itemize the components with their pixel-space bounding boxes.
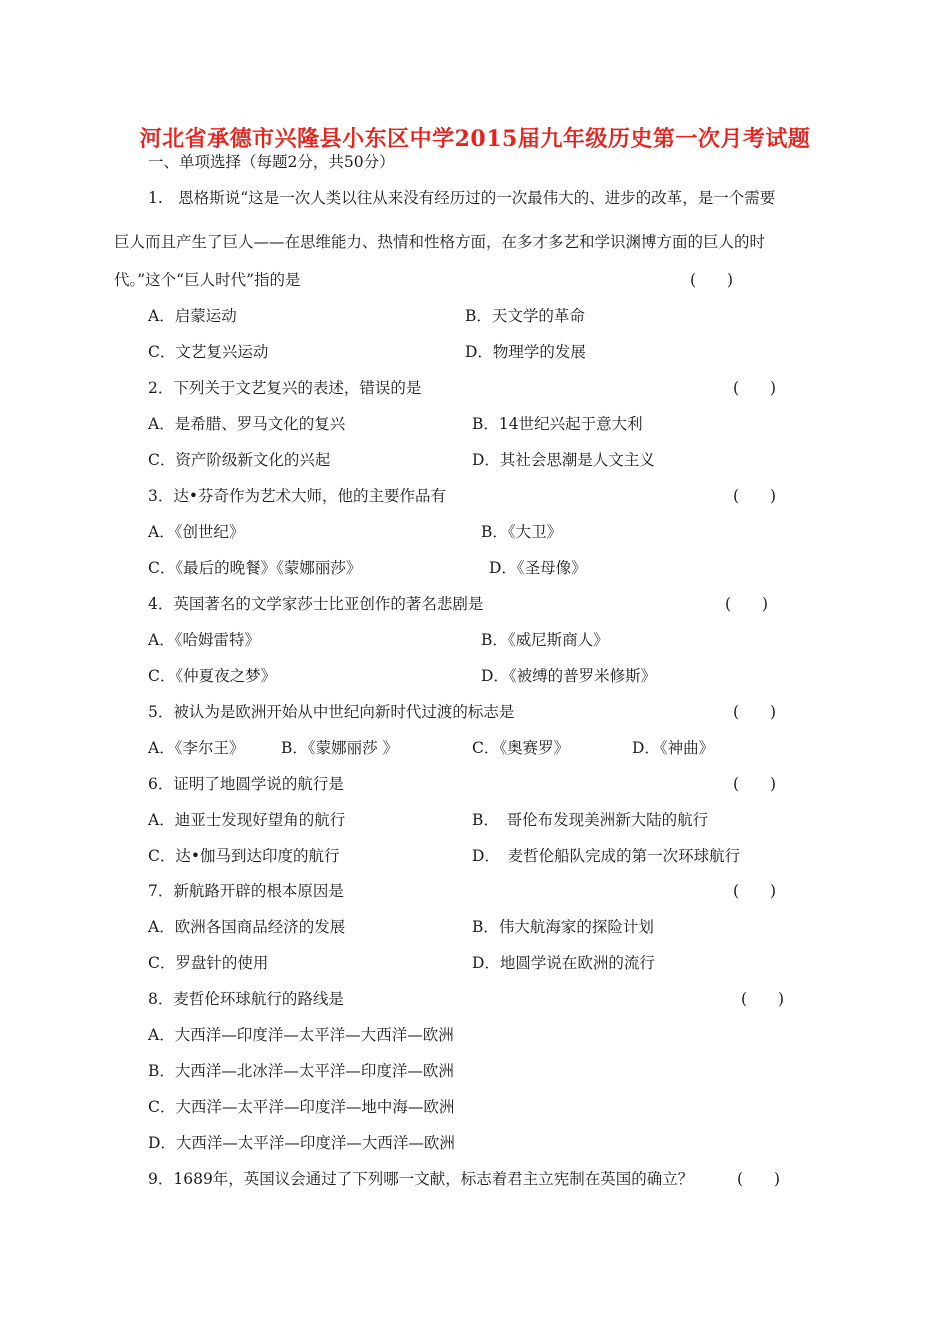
q7-option-c: C．罗盘针的使用 [148,954,269,972]
exam-title: 河北省承德市兴隆县小东区中学2015届九年级历史第一次月考试题 [139,126,811,152]
q3-stem: 3．达•芬奇作为艺术大师，他的主要作品有 [148,487,447,505]
q4-stem: 4．英国著名的文学家莎士比亚创作的著名悲剧是 [148,595,484,613]
q8-option-d: D．大西洋—太平洋—印度洋—大西洋—欧洲 [148,1134,455,1152]
q1-option-b: B．天文学的革命 [465,307,585,325]
q2-stem: 2．下列关于文艺复兴的表述，错误的是 [148,379,422,397]
q7-answer-paren: ( ) [733,882,777,900]
section-heading: 一、单项选择（每题2分，共50分） [148,153,395,171]
q5-answer-paren: ( ) [733,703,777,721]
q3-option-c: C．《最后的晚餐》《蒙娜丽莎》 [148,559,362,577]
q8-option-b: B．大西洋—北冰洋—太平洋—印度洋—欧洲 [148,1062,454,1080]
q1-stem-line-3: 代。”这个“巨人时代”指的是 [114,271,301,289]
q6-option-a: A．迪亚士发现好望角的航行 [148,811,346,829]
q1-option-c: C．文艺复兴运动 [148,343,269,361]
q4-option-b: B．《威尼斯商人》 [481,631,609,649]
q7-option-d: D．地圆学说在欧洲的流行 [472,954,655,972]
q8-stem: 8．麦哲伦环球航行的路线是 [148,990,344,1008]
q6-option-b: B． 哥伦布发现美洲新大陆的航行 [472,811,709,829]
q1-stem-line-2: 巨人而且产生了巨人——在思维能力、热情和性格方面，在多才多艺和学识渊博方面的巨人的时 [114,233,766,251]
q9-stem: 9．1689年，英国议会通过了下列哪一文献，标志着君主立宪制在英国的确立？ [148,1170,694,1188]
q5-option-c: C．《奥赛罗》 [472,739,570,757]
q8-answer-paren: ( ) [741,990,785,1008]
q2-option-c: C．资产阶级新文化的兴起 [148,451,331,469]
q5-stem: 5．被认为是欧洲开始从中世纪向新时代过渡的标志是 [148,703,515,721]
q6-option-c: C．达•伽马到达印度的航行 [148,847,340,865]
q5-option-a: A．《李尔王》 [148,739,245,757]
q3-option-d: D．《圣母像》 [489,559,587,577]
q4-option-c: C．《仲夏夜之梦》 [148,667,277,685]
q6-option-d: D． 麦哲伦船队完成的第一次环球航行 [472,847,741,865]
q8-option-c: C．大西洋—太平洋—印度洋—地中海—欧洲 [148,1098,455,1116]
q3-option-a: A．《创世纪》 [148,523,245,541]
q2-option-b: B．14世纪兴起于意大利 [472,415,643,433]
q2-option-d: D．其社会思潮是人文主义 [472,451,655,469]
q4-option-a: A．《哈姆雷特》 [148,631,260,649]
q1-stem-line-1: 1. 恩格斯说“这是一次人类以往从来没有经历过的一次最伟大的、进步的改革，是一个需要 [148,189,776,207]
q7-stem: 7．新航路开辟的根本原因是 [148,882,344,900]
q6-stem: 6．证明了地圆学说的航行是 [148,775,344,793]
q6-answer-paren: ( ) [733,775,777,793]
q9-answer-paren: ( ) [737,1170,781,1188]
q1-answer-paren: ( ) [690,271,734,289]
q1-option-a: A．启蒙运动 [148,307,237,325]
q3-answer-paren: ( ) [733,487,777,505]
q2-answer-paren: ( ) [733,379,777,397]
q7-option-a: A．欧洲各国商品经济的发展 [148,918,346,936]
q7-option-b: B．伟大航海家的探险计划 [472,918,654,936]
q5-option-b: B．《蒙娜丽莎 》 [281,739,399,757]
q1-option-d: D．物理学的发展 [465,343,586,361]
q3-option-b: B．《大卫》 [481,523,563,541]
q4-option-d: D．《被缚的普罗米修斯》 [481,667,657,685]
q2-option-a: A．是希腊、罗马文化的复兴 [148,415,346,433]
q5-option-d: D．《神曲》 [632,739,715,757]
q8-option-a: A．大西洋—印度洋—太平洋—大西洋—欧洲 [148,1026,454,1044]
q4-answer-paren: ( ) [725,595,769,613]
